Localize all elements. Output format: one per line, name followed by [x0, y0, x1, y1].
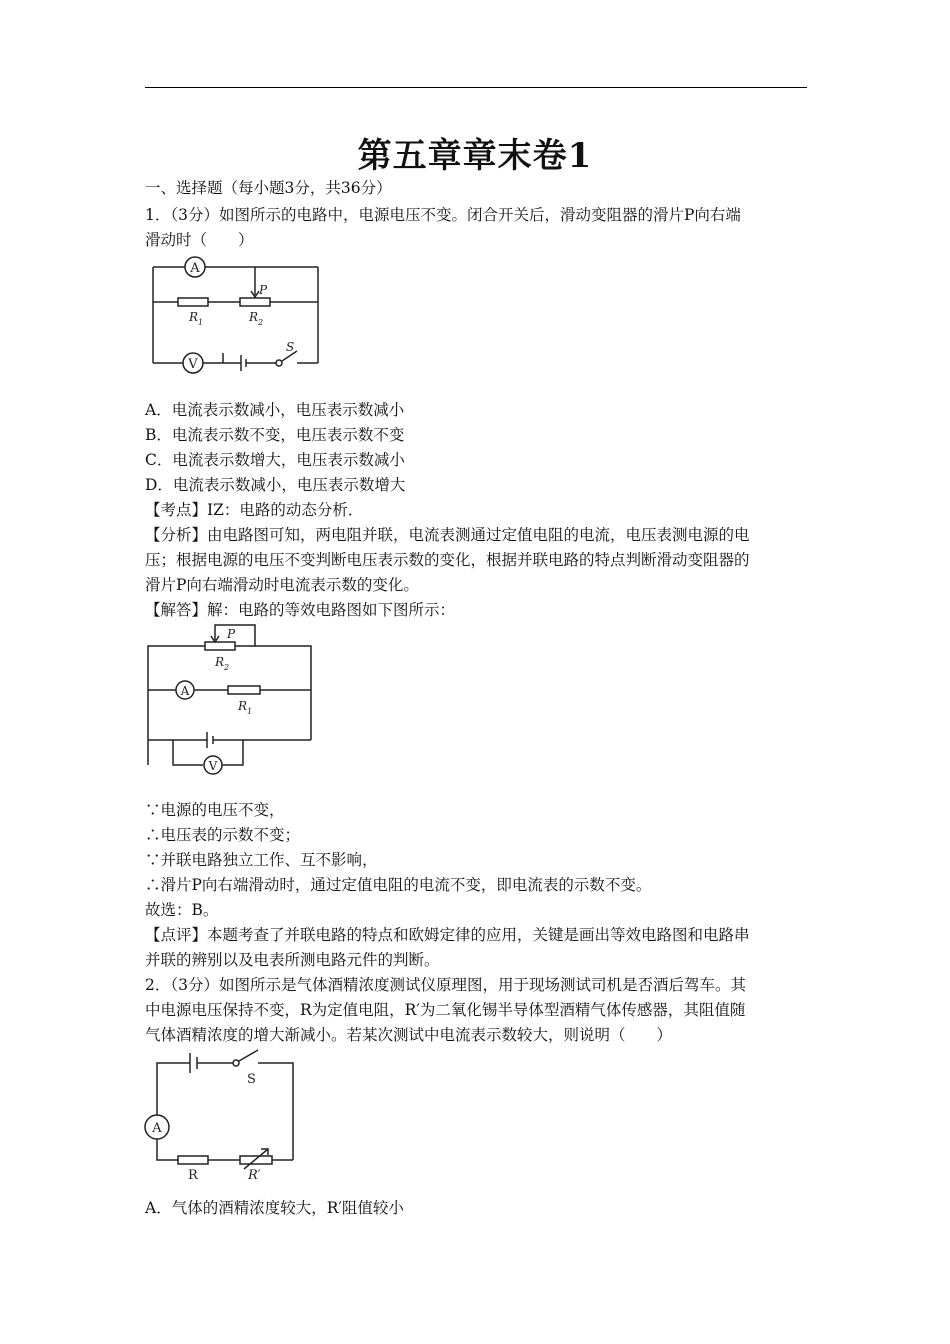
q1-answer: 故选：B。	[145, 901, 219, 919]
section-heading: 一、选择题（每小题3分，共36分）	[145, 179, 392, 197]
q1-step-1: ∵电源的电压不变，	[145, 801, 285, 819]
q1-stem-line-2: 滑动时（ ）	[145, 231, 254, 249]
q1-dianping-line-1: 【点评】本题考查了并联电路的特点和欧姆定律的应用，关键是画出等效电路图和电路串	[145, 926, 750, 944]
q1-option-d[interactable]: D．电流表示数减小，电压表示数增大	[145, 476, 406, 494]
q1-equivalent-circuit-figure	[143, 620, 323, 780]
q1-step-3: ∵并联电路独立工作、互不影响，	[145, 851, 378, 869]
fig1-r1-label: R	[189, 310, 199, 324]
q1-step-4: ∴滑片P向右端滑动时，通过定值电阻的电流不变，即电流表的示数不变。	[145, 876, 652, 894]
fig3-rprime-label: R′	[248, 1168, 261, 1183]
fig2-r1-label: R	[238, 699, 248, 713]
fig2-voltmeter-label: V	[208, 759, 218, 773]
fig2-r2-sub: 2	[224, 663, 230, 672]
q1-dianping-line-2: 并联的辨别以及电表所测电路元件的判断。	[145, 951, 440, 969]
fig2-slider-label: P	[227, 627, 236, 641]
fig1-switch-label: S	[286, 340, 295, 354]
fig1-slider-label: P	[259, 283, 268, 297]
fig3-switch-label: S	[247, 1072, 256, 1087]
fig2-ammeter-label: A	[180, 684, 190, 698]
fig3-r-label: R	[188, 1168, 198, 1183]
page-title: 第五章章末卷1	[357, 136, 593, 176]
fig2-r2-label: R	[215, 655, 225, 669]
fig1-r2-label: R	[249, 310, 259, 324]
header-rule	[145, 87, 807, 88]
fig1-voltmeter-label: V	[188, 357, 198, 372]
q1-step-2: ∴电压表的示数不变；	[145, 826, 301, 844]
fig1-r1-sub: 1	[198, 318, 204, 327]
q1-jieda: 【解答】解：电路的等效电路图如下图所示：	[145, 601, 456, 619]
fig1-ammeter-label: A	[190, 261, 200, 276]
fig1-r2-sub: 2	[258, 318, 264, 327]
q2-option-a[interactable]: A．气体的酒精浓度较大，R′阻值较小	[145, 1199, 404, 1217]
fig3-ammeter-label: A	[152, 1121, 162, 1136]
q1-fenxi-line-1: 【分析】由电路图可知，两电阻并联，电流表测通过定值电阻的电流，电压表测电源的电	[145, 526, 750, 544]
q1-kaodian: 【考点】IZ：电路的动态分析．	[145, 501, 364, 519]
q1-circuit-figure	[145, 255, 335, 385]
q2-circuit-figure	[140, 1045, 310, 1185]
q1-fenxi-line-3: 滑片P向右端滑动时电流表示数的变化。	[145, 576, 419, 594]
fig2-r1-sub: 1	[247, 707, 253, 716]
q1-option-a[interactable]: A．电流表示数减小，电压表示数减小	[145, 401, 405, 419]
q1-stem-line-1: 1．（3分）如图所示的电路中，电源电压不变。闭合开关后，滑动变阻器的滑片P向右端	[145, 206, 741, 224]
q2-stem-line-1: 2．（3分）如图所示是气体酒精浓度测试仪原理图，用于现场测试司机是否酒后驾车。其	[145, 976, 746, 994]
q1-option-b[interactable]: B．电流表示数不变，电压表示数不变	[145, 426, 405, 444]
q2-stem-line-3: 气体酒精浓度的增大渐减小。若某次测试中电流表示数较大，则说明（ ）	[145, 1026, 673, 1044]
q1-option-c[interactable]: C．电流表示数增大，电压表示数减小	[145, 451, 405, 469]
q1-fenxi-line-2: 压；根据电源的电压不变判断电压表示数的变化，根据并联电路的特点判断滑动变阻器的	[145, 551, 750, 569]
q2-stem-line-2: 中电源电压保持不变，R为定值电阻，R′为二氧化锡半导体型酒精气体传感器，其阻值随	[145, 1001, 746, 1019]
